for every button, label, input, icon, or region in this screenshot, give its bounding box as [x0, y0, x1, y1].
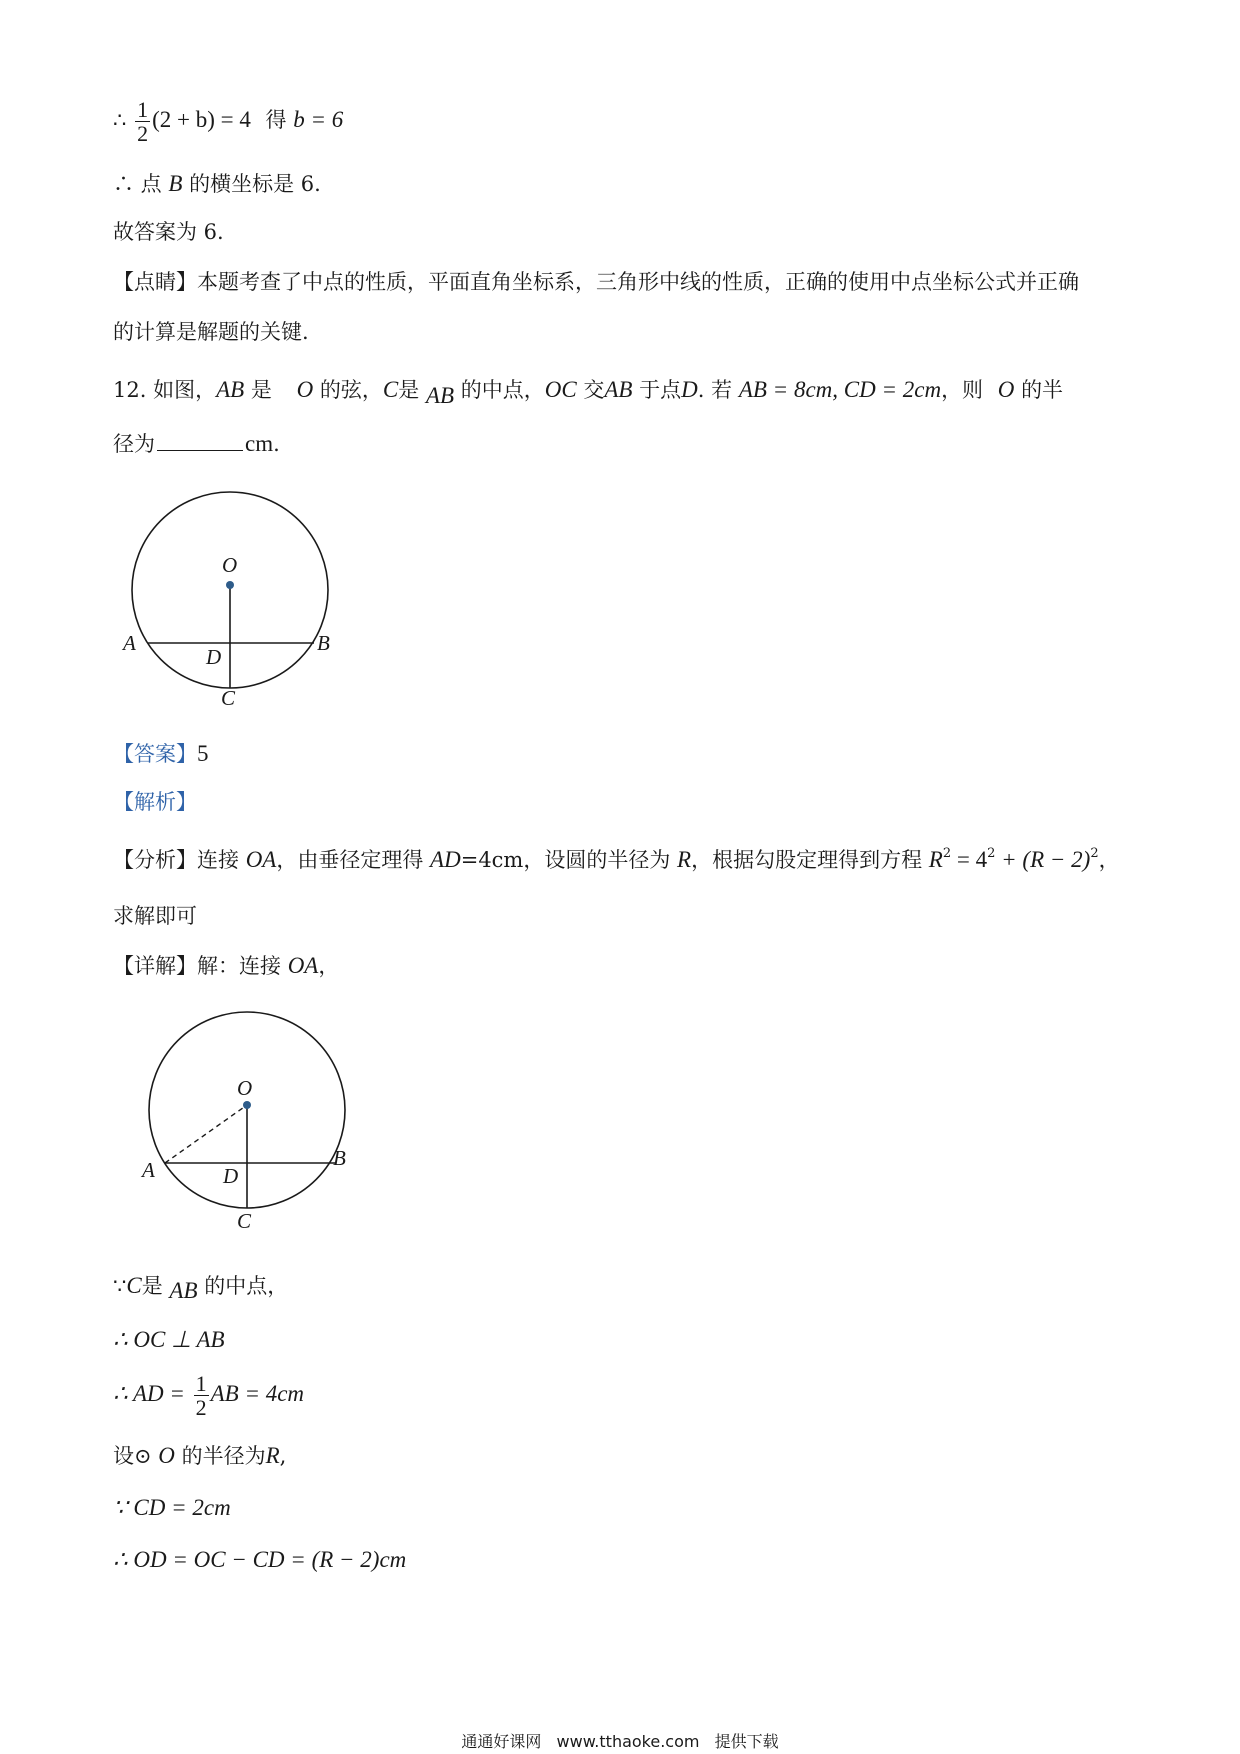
label-a: A	[142, 1158, 155, 1182]
step-4: 设⊙ O 的半径为R,	[113, 1443, 287, 1468]
dianjing-line-1: 【点睛】本题考查了中点的性质，平面直角坐标系，三角形中线的性质，正确的使用中点坐标公式并正确	[113, 270, 1079, 294]
dianjing-line-2: 的计算是解题的关键.	[113, 320, 309, 344]
fenxi-line-1: 【分析】连接 OA，由垂径定理得 AD=4cm，设圆的半径为 R，根据勾股定理得到方程 $R^2 = 4^2 + (R - 2)^2$，	[113, 846, 1120, 872]
page-footer	[0, 1729, 1240, 1752]
answer-tag: 【答案】	[113, 742, 197, 766]
label-b: B	[317, 631, 330, 655]
jiexi-tag: 【解析】	[113, 790, 197, 814]
fraction-one-half: $\frac{1}{2}$	[195, 1371, 207, 1421]
label-a: A	[123, 631, 136, 655]
footer-download: 提供下载	[714, 1732, 779, 1751]
fraction-one-half: $\frac{1}{2}$	[137, 97, 149, 147]
center-dot	[226, 581, 234, 589]
label-d: D	[206, 645, 222, 669]
xiangjie-tag: 【详解】	[113, 954, 197, 978]
step-1: ∵C是 AB 的中点，	[113, 1273, 289, 1303]
solution-line-1: ∴ $\frac{1}{2}$ (2 + b) = 4 得 b = 6	[113, 97, 344, 147]
solution-line-3: 故答案为 6.	[113, 220, 224, 244]
label-b: B	[333, 1146, 346, 1170]
label-o: O	[222, 553, 238, 577]
xiangjie-line: 【详解】解：连接 OA，	[113, 953, 340, 978]
center-dot	[243, 1101, 251, 1109]
question-12-line-2: 径为 cm.	[113, 431, 280, 456]
step-3: ∴ AD = $\frac{1}{2}$ AB = 4cm	[113, 1371, 305, 1421]
question-12-line-1: 12. 如图，AB 是 O 的弦，C是 AB 的中点，OC 交AB 于点D. 若 AB = 8cm, CD = 2cm，则 O 的半	[113, 377, 1064, 408]
step-5: ∵ CD = 2cm	[113, 1495, 231, 1520]
segment-oa-dashed	[165, 1105, 247, 1163]
answer-line	[113, 740, 209, 768]
circle-symbol: ⊙	[134, 1444, 152, 1468]
dianjing-tag: 【点睛】	[113, 270, 197, 294]
circle-figure-1	[115, 490, 345, 740]
answer-blank	[157, 432, 243, 451]
jiexi-line	[113, 790, 197, 815]
footer-site-name: 通通好课网	[461, 1732, 542, 1751]
footer-url[interactable]: www.tthaoke.com	[556, 1732, 700, 1751]
solution-line-2: ∴ 点 B 的横坐标是 6.	[113, 171, 321, 196]
answer-value: 5	[197, 741, 209, 766]
label-d: D	[223, 1164, 239, 1188]
fenxi-tag: 【分析】	[113, 848, 197, 872]
fenxi-line-2: 求解即可	[113, 904, 197, 928]
step-6: ∴ OD = OC − CD = (R − 2)cm	[113, 1547, 407, 1572]
question-number: 12.	[113, 378, 147, 402]
circle-figure-2	[130, 1005, 370, 1245]
label-c: C	[221, 686, 236, 710]
label-c: C	[237, 1209, 252, 1233]
step-2: ∴ OC ⊥ AB	[113, 1327, 225, 1352]
label-o: O	[237, 1076, 253, 1100]
